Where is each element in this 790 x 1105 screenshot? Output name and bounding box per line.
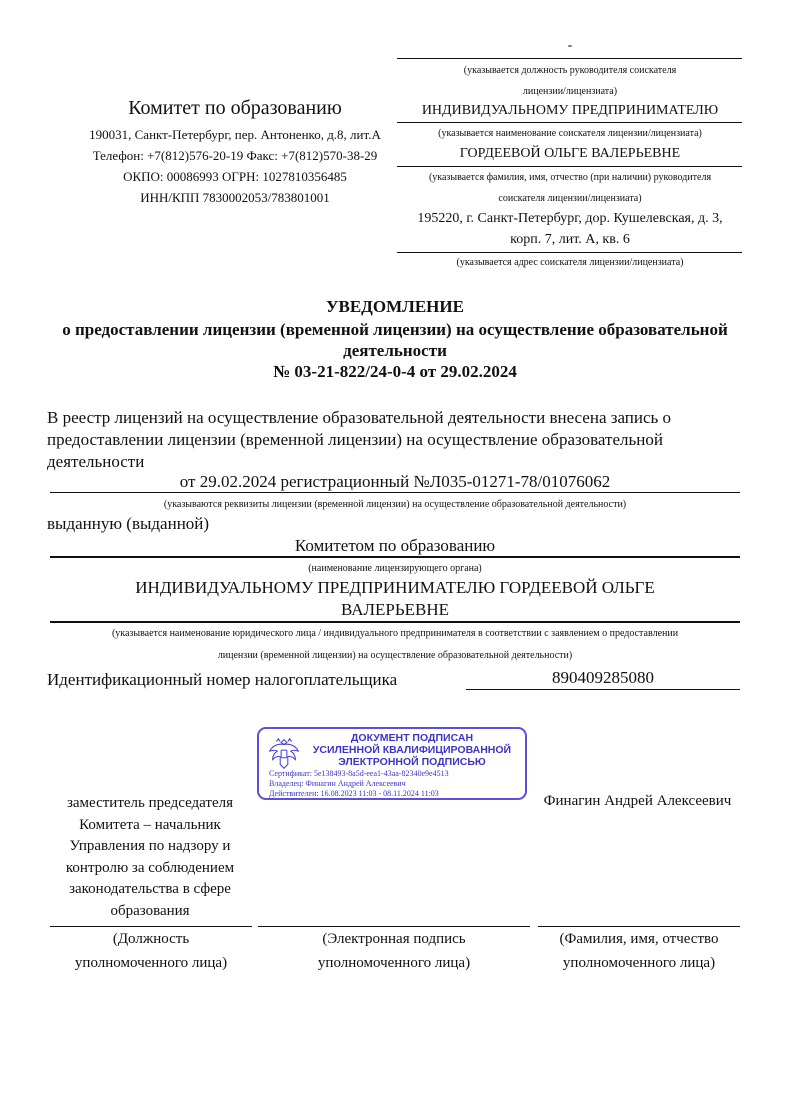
caption-signature-line: (Электронная подпись xyxy=(322,931,466,947)
divider xyxy=(466,689,740,690)
stamp-line-2: УСИЛЕННОЙ КВАЛИФИЦИРОВАННОЙ xyxy=(312,744,512,756)
divider xyxy=(50,492,740,493)
divider xyxy=(397,166,742,167)
signer-position-line: Комитета – начальник xyxy=(79,816,221,833)
stamp-validity: Действителен: 16.08.2023 11:03 - 08.11.2024 11:03 xyxy=(269,789,439,798)
caption-position-line: уполномоченного лица) xyxy=(74,955,228,971)
body-text-line-3: деятельности xyxy=(47,452,145,471)
signer-position-line: Управления по надзору и xyxy=(69,838,231,854)
recipient-position-caption: (указывается должность руководителя соискателя xyxy=(463,65,677,76)
caption-name xyxy=(538,927,740,975)
doc-subtitle: о предоставлении лицензии (временной лицензии) на осуществление образовательной xyxy=(62,320,728,339)
caption-signature-line: уполномоченного лица) xyxy=(317,955,471,971)
recipient-fio-caption: (указывается фамилия, имя, отчество (при наличии) руководителя xyxy=(428,172,712,183)
licensing-authority: Комитетом по образованию xyxy=(294,536,496,555)
caption-name-line: (Фамилия, имя, отчество xyxy=(559,931,719,947)
divider xyxy=(50,621,740,623)
e-signature-stamp xyxy=(257,727,527,800)
licensee-name-line-2: ВАЛЕРЬЕВНЕ xyxy=(340,600,450,619)
doc-number: № 03-21-822/24-0-4 от 29.02.2024 xyxy=(273,362,517,381)
recipient-fio-caption-2: соискателя лицензии/лицензиата) xyxy=(498,193,642,204)
signer-position-line: законодательства в сфере xyxy=(69,881,231,897)
recipient-fio-value: ГОРДЕЕВОЙ ОЛЬГЕ ВАЛЕРЬЕВНЕ xyxy=(459,146,681,161)
recipient-address-line-2: корп. 7, лит. А, кв. 6 xyxy=(510,232,630,247)
org-inn-kpp: ИНН/КПП 7830002053/783801001 xyxy=(140,190,330,205)
signer-name: Финагин Андрей Алексеевич xyxy=(543,793,732,809)
caption-name-line: уполномоченного лица) xyxy=(562,955,716,971)
caption-position xyxy=(50,927,252,975)
recipient-position-caption-2: лицензии/лицензиата) xyxy=(522,86,618,97)
org-name: Комитет по образованию xyxy=(128,97,342,119)
recipient-name-value: ИНДИВИДУАЛЬНОМУ ПРЕДПРИНИМАТЕЛЮ xyxy=(421,103,719,118)
caption-position-line: (Должность xyxy=(112,931,190,947)
stamp-heading xyxy=(299,732,525,768)
divider xyxy=(397,122,742,123)
signer-position xyxy=(40,793,260,922)
doc-subtitle-2: деятельности xyxy=(343,341,447,360)
licensee-caption-1: (указывается наименование юридического лица / индивидуального предпринимателя в соответствии с заявлением о предоставлении xyxy=(111,628,679,639)
license-details: от 29.02.2024 регистрационный №Л035-01271-78/01076062 xyxy=(179,472,611,491)
recipient-address-line-1: 195220, г. Санкт-Петербург, дор. Кушелевская, д. 3, xyxy=(417,211,723,226)
divider xyxy=(50,556,740,558)
signer-position-line: заместитель председателя xyxy=(66,795,234,811)
licensee-caption-2: лицензии (временной лицензии) на осуществление образовательной деятельности) xyxy=(217,650,573,661)
org-phone: Телефон: +7(812)576-20-19 Факс: +7(812)570-38-29 xyxy=(92,148,378,163)
issued-label: выданную (выданной) xyxy=(47,514,210,533)
stamp-line-1: ДОКУМЕНТ ПОДПИСАН xyxy=(350,732,474,744)
doc-title: УВЕДОМЛЕНИЕ xyxy=(326,297,464,316)
inn-value: 890409285080 xyxy=(552,668,654,687)
recipient-address-caption: (указывается адрес соискателя лицензии/лицензиата) xyxy=(456,257,684,268)
inn-label: Идентификационный номер налогоплательщика xyxy=(47,670,398,689)
body-text-line-1: В реестр лицензий на осуществление образовательной деятельности внесена запись о xyxy=(47,408,672,427)
divider xyxy=(397,252,742,253)
license-caption: (указываются реквизиты лицензии (временной лицензии) на осуществление образовательной деятельности) xyxy=(163,499,627,510)
divider xyxy=(397,58,742,59)
stamp-owner: Владелец: Финагин Андрей Алексеевич xyxy=(269,779,406,788)
org-okpo-ogrn: ОКПО: 00086993 ОГРН: 1027810356485 xyxy=(123,169,347,184)
authority-caption: (наименование лицензирующего органа) xyxy=(308,563,482,574)
stamp-line-3: ЭЛЕКТРОННОЙ ПОДПИСЬЮ xyxy=(338,756,486,768)
recipient-position-value: - xyxy=(567,38,573,53)
recipient-name-caption: (указывается наименование соискателя лицензии/лицензиата) xyxy=(438,128,702,139)
coat-of-arms-icon xyxy=(265,734,303,772)
signer-position-line: контролю за соблюдением xyxy=(65,859,235,876)
stamp-certificate: Сертификат: 5e138493-8a5d-eea1-43aa-82340e9e4513 xyxy=(269,769,449,778)
org-address: 190031, Санкт-Петербург, пер. Антоненко, д.8, лит.А xyxy=(89,127,381,142)
signer-position-line: образования xyxy=(110,902,190,919)
caption-signature xyxy=(258,927,530,975)
body-text-line-2: предоставлении лицензии (временной лицензии) на осуществление образовательной xyxy=(47,430,663,449)
licensee-name-line-1: ИНДИВИДУАЛЬНОМУ ПРЕДПРИНИМАТЕЛЮ ГОРДЕЕВОЙ ОЛЬГЕ xyxy=(135,578,655,597)
